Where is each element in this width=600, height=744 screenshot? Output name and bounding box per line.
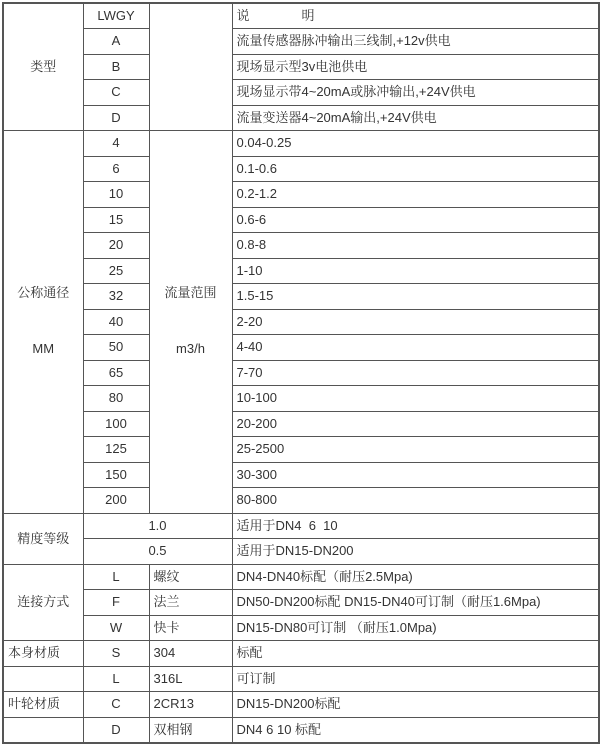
flow-range-cell: 1-10	[232, 258, 599, 284]
table-row	[3, 488, 599, 514]
impeller-code-cell: C	[83, 692, 149, 718]
table-row	[3, 666, 599, 692]
table-row	[3, 615, 599, 641]
dn-value-cell: 4	[83, 131, 149, 157]
table-row	[3, 462, 599, 488]
table-row	[3, 80, 599, 106]
flow-range-cell: 0.2-1.2	[232, 182, 599, 208]
impeller-desc-cell: DN4 6 10 标配	[232, 717, 599, 743]
connection-desc-cell: DN15-DN80可订制 （耐压1.0Mpa)	[232, 615, 599, 641]
table-row	[3, 207, 599, 233]
impeller-code-cell: L	[83, 666, 149, 692]
flow-range-cell: 0.04-0.25	[232, 131, 599, 157]
section-label-type: 类型	[3, 3, 83, 131]
connection-code-cell: F	[83, 590, 149, 616]
connection-desc-cell: DN50-DN200标配 DN15-DN40可订制（耐压1.6Mpa)	[232, 590, 599, 616]
description-header-cell: 说 明	[232, 3, 599, 29]
flow-range-cell: 2-20	[232, 309, 599, 335]
diameter-label-line2: MM	[32, 341, 55, 357]
type-desc-cell: 流量变送器4~20mA输出,+24V供电	[232, 105, 599, 131]
dn-value-cell: 15	[83, 207, 149, 233]
accuracy-value-cell: 0.5	[83, 539, 232, 565]
dn-value-cell: 80	[83, 386, 149, 412]
flow-range-cell: 0.1-0.6	[232, 156, 599, 182]
table-row	[3, 717, 599, 743]
diameter-label-line1: 公称通径	[17, 285, 70, 301]
table-row	[3, 564, 599, 590]
impeller-desc-cell: 可订制	[232, 666, 599, 692]
empty-cell	[3, 666, 83, 692]
dn-value-cell: 25	[83, 258, 149, 284]
table-row	[3, 258, 599, 284]
impeller-name-cell: 双相钢	[149, 717, 232, 743]
flow-range-cell: 1.5-15	[232, 284, 599, 310]
flow-range-cell: 10-100	[232, 386, 599, 412]
section-label-connection: 连接方式	[3, 564, 83, 641]
type-code-cell: A	[83, 29, 149, 55]
section-label-impeller-material: 叶轮材质	[3, 692, 83, 718]
type-code-cell: D	[83, 105, 149, 131]
table-row	[3, 335, 599, 361]
section-label-diameter	[3, 131, 83, 514]
flow-range-cell: 80-800	[232, 488, 599, 514]
type-desc-cell: 现场显示带4~20mA或脉冲输出,+24V供电	[232, 80, 599, 106]
section-label-body-material: 本身材质	[3, 641, 83, 667]
flow-range-cell: 0.6-6	[232, 207, 599, 233]
dn-value-cell: 10	[83, 182, 149, 208]
connection-name-cell: 快卡	[149, 615, 232, 641]
connection-name-cell: 螺纹	[149, 564, 232, 590]
table-row	[3, 411, 599, 437]
flow-range-cell: 25-2500	[232, 437, 599, 463]
table-row	[3, 437, 599, 463]
body-material-code-cell: S	[83, 641, 149, 667]
dn-value-cell: 50	[83, 335, 149, 361]
flow-range-cell: 4-40	[232, 335, 599, 361]
accuracy-desc-cell: 适用于DN4 6 10	[232, 513, 599, 539]
table-row	[3, 360, 599, 386]
table-row	[3, 156, 599, 182]
dn-value-cell: 40	[83, 309, 149, 335]
accuracy-value-cell: 1.0	[83, 513, 232, 539]
model-header-cell: LWGY	[83, 3, 149, 29]
flow-range-label-line2: m3/h	[176, 341, 205, 357]
dn-value-cell: 6	[83, 156, 149, 182]
table-row	[3, 513, 599, 539]
connection-code-cell: W	[83, 615, 149, 641]
flow-range-cell: 0.8-8	[232, 233, 599, 259]
table-row	[3, 284, 599, 310]
empty-cell	[149, 3, 232, 131]
flow-range-cell: 30-300	[232, 462, 599, 488]
table-row	[3, 131, 599, 157]
table-row	[3, 539, 599, 565]
impeller-name-cell: 316L	[149, 666, 232, 692]
connection-desc-cell: DN4-DN40标配（耐压2.5Mpa)	[232, 564, 599, 590]
accuracy-desc-cell: 适用于DN15-DN200	[232, 539, 599, 565]
table-row	[3, 182, 599, 208]
table-row	[3, 590, 599, 616]
connection-name-cell: 法兰	[149, 590, 232, 616]
dn-value-cell: 32	[83, 284, 149, 310]
type-desc-cell: 流量传感器脉冲输出三线制,+12v供电	[232, 29, 599, 55]
dn-value-cell: 100	[83, 411, 149, 437]
impeller-desc-cell: DN15-DN200标配	[232, 692, 599, 718]
table-row	[3, 29, 599, 55]
table-row	[3, 692, 599, 718]
section-label-accuracy: 精度等级	[3, 513, 83, 564]
flow-range-label-cell	[149, 131, 232, 514]
flow-range-cell: 20-200	[232, 411, 599, 437]
body-material-desc-cell: 标配	[232, 641, 599, 667]
type-desc-cell: 现场显示型3v电池供电	[232, 54, 599, 80]
table-row	[3, 386, 599, 412]
table-row	[3, 233, 599, 259]
table-row	[3, 54, 599, 80]
body-material-name-cell: 304	[149, 641, 232, 667]
flow-range-cell: 7-70	[232, 360, 599, 386]
type-code-cell: C	[83, 80, 149, 106]
spec-table	[2, 2, 600, 744]
impeller-name-cell: 2CR13	[149, 692, 232, 718]
dn-value-cell: 200	[83, 488, 149, 514]
dn-value-cell: 65	[83, 360, 149, 386]
dn-value-cell: 20	[83, 233, 149, 259]
dn-value-cell: 125	[83, 437, 149, 463]
flow-range-label-line1: 流量范围	[164, 285, 217, 301]
table-row-header	[3, 3, 599, 29]
table-row	[3, 309, 599, 335]
type-code-cell: B	[83, 54, 149, 80]
connection-code-cell: L	[83, 564, 149, 590]
table-row	[3, 641, 599, 667]
impeller-code-cell: D	[83, 717, 149, 743]
table-row	[3, 105, 599, 131]
dn-value-cell: 150	[83, 462, 149, 488]
empty-cell	[3, 717, 83, 743]
